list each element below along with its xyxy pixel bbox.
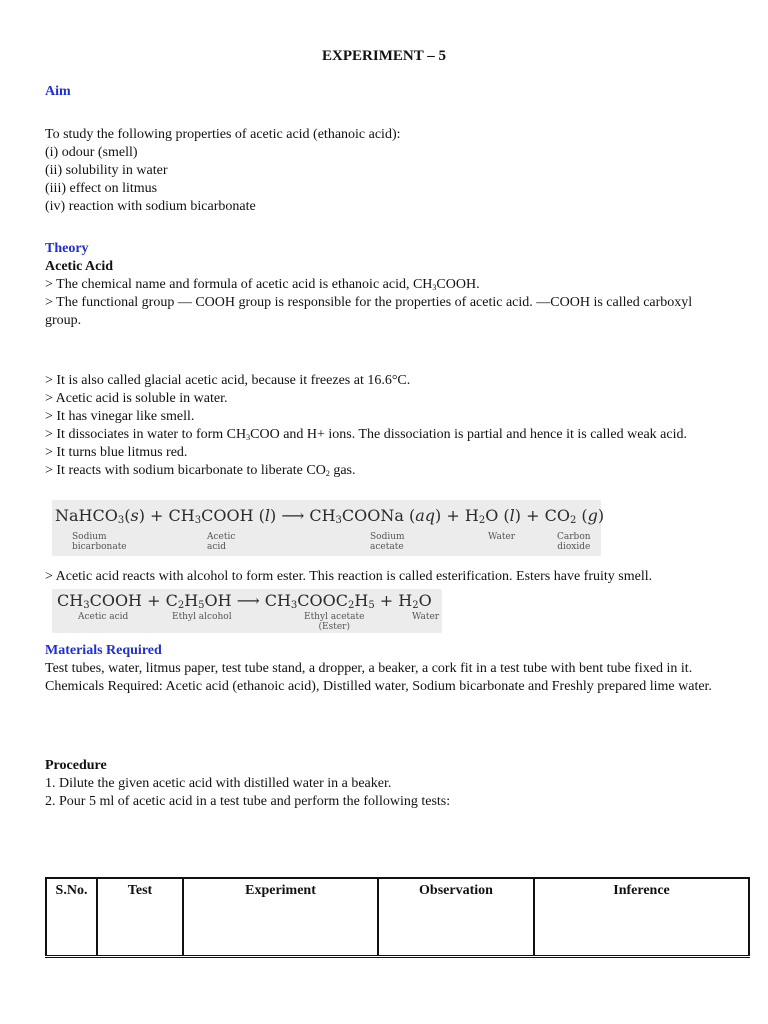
theory-line-glacial: > It is also called glacial acetic acid, because it freezes at 16.6°C.: [45, 373, 411, 388]
aim-item: (ii) solubility in water: [45, 163, 168, 178]
label-acetic-acid-2: Acetic acid: [78, 612, 129, 622]
theory-heading: Theory: [45, 241, 89, 256]
theory-line-ester: > Acetic acid reacts with alcohol to form ester. This reaction is called esterification. Esters have fruity smell.: [45, 569, 653, 584]
procedure-section: [45, 757, 725, 811]
experiment-title: EXPERIMENT – 5: [322, 48, 446, 64]
observation-table: [45, 877, 750, 958]
theory-line-functional-group: > The functional group — COOH group is responsible for the properties of acetic acid. —COOH is called carboxyl group.: [45, 295, 693, 328]
aim-heading: Aim: [45, 84, 71, 99]
equation-sodium-bicarbonate-image: [52, 500, 605, 556]
header-inference: Inference: [534, 878, 749, 957]
aim-item: (iii) effect on litmus: [45, 181, 158, 196]
theory-line-soluble: > Acetic acid is soluble in water.: [45, 391, 228, 406]
equation-esterification-image: [52, 589, 442, 633]
theory-facts: [45, 372, 725, 480]
theory-esterification: [45, 568, 725, 586]
theory-line-litmus: > It turns blue litmus red.: [45, 445, 188, 460]
header-sno: S.No.: [46, 878, 97, 957]
aim-item: (i) odour (smell): [45, 145, 138, 160]
theory-line-bicarbonate: > It reacts with sodium bicarbonate to liberate $CO_2$ gas.: [45, 463, 356, 478]
materials-text: Test tubes, water, litmus paper, test tube stand, a dropper, a beaker, a cork fit in a test tube with bent tube fixed in it.: [45, 661, 693, 676]
equation-2-formula: $CH_3COOH + C_2H_5OH$ ⟶ $CH_3COOC_2H_5 + H_2O$: [57, 591, 432, 611]
theory-line-dissociation: > It dissociates in water to form $CH_3COO$ and H+ ions. The dissociation is partial and hence it is called weak acid.: [45, 427, 687, 442]
label-carbon-dioxide: Carbon dioxide: [557, 532, 591, 552]
aim-intro: To study the following properties of acetic acid (ethanoic acid):: [45, 127, 401, 142]
label-water-2: Water: [412, 612, 440, 622]
label-acetic-acid: Acetic acid: [207, 532, 236, 552]
label-sodium-acetate: Sodium acetate: [370, 532, 405, 552]
chemicals-text: Chemicals Required: Acetic acid (ethanoic acid), Distilled water, Sodium bicarbonate and Freshly prepared lime water.: [45, 679, 712, 694]
header-observation: Observation: [378, 878, 534, 957]
procedure-step: 1. Dilute the given acetic acid with distilled water in a beaker.: [45, 776, 392, 791]
aim-section: [45, 83, 725, 101]
materials-heading: Materials Required: [45, 643, 162, 658]
theory-section: [45, 240, 725, 330]
materials-section: [45, 642, 725, 696]
theory-line-formula: > The chemical name and formula of acetic acid is ethanoic acid, $CH_3COOH$.: [45, 277, 480, 292]
theory-line-smell: > It has vinegar like smell.: [45, 409, 195, 424]
header-test: Test: [97, 878, 183, 957]
header-experiment: Experiment: [183, 878, 378, 957]
procedure-heading: Procedure: [45, 758, 107, 773]
label-ethyl-alcohol: Ethyl alcohol: [172, 612, 232, 622]
aim-body: [45, 126, 725, 216]
label-water: Water: [488, 532, 516, 542]
table-header-row: [46, 878, 749, 957]
acetic-acid-subheading: Acetic Acid: [45, 259, 114, 274]
label-ethyl-acetate: Ethyl acetate (Ester): [304, 612, 365, 632]
procedure-step: 2. Pour 5 ml of acetic acid in a test tube and perform the following tests:: [45, 794, 451, 809]
label-sodium-bicarbonate: Sodium bicarbonate: [72, 532, 127, 552]
aim-item: (iv) reaction with sodium bicarbonate: [45, 199, 256, 214]
equation-1-formula: NaHCO$_3$(s) + $CH_3COOH$ (l) ⟶ $CH_3COONa$ $(aq) + H_2O$ $(l) + CO_2$ (g): [55, 506, 605, 526]
